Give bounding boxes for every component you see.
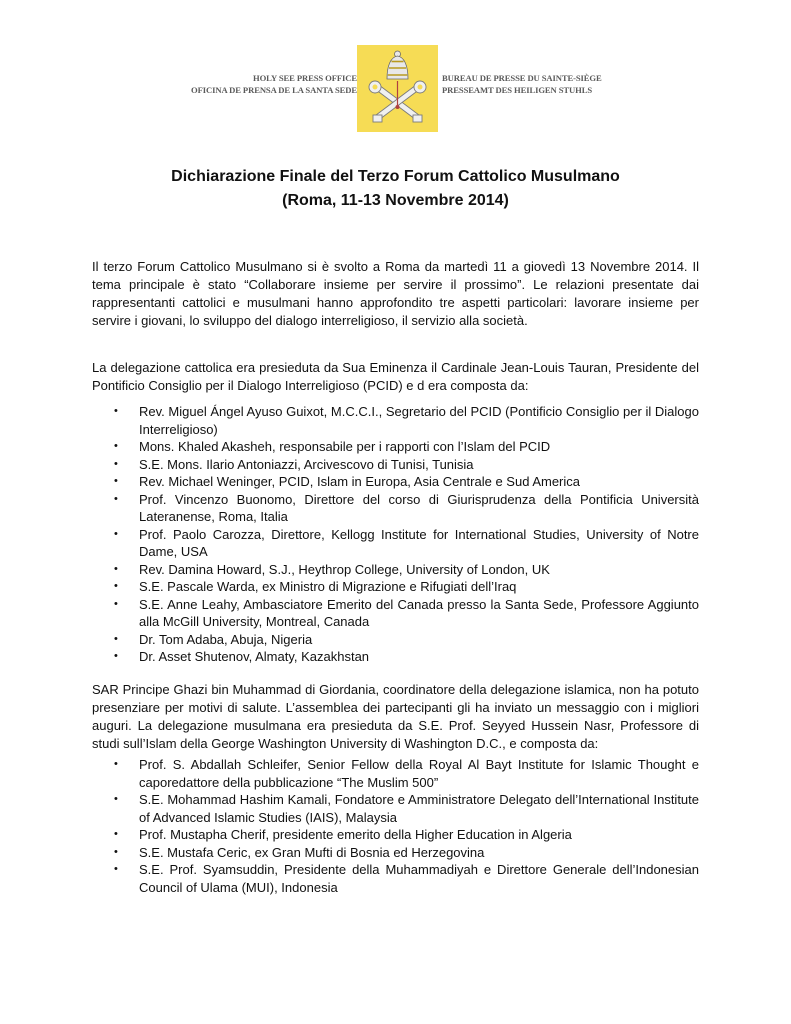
catholic-delegation-paragraph: La delegazione cattolica era presieduta da Sua Eminenza il Cardinale Jean-Louis Tauran, Presidente del Pontificio Consiglio per il Dialogo Interreligioso (PCID) e d era composta da: <box>92 360 699 393</box>
member-text: S.E. Prof. Syamsuddin, Presidente della Muhammadiyah e Direttore Generale dell’Indonesian Council of Ulama (MUI), Indonesia <box>139 862 699 895</box>
bullet-icon: • <box>114 527 118 540</box>
member-text: S.E. Mohammad Hashim Kamali, Fondatore e Amministratore Delegato dell’International Institute of Advanced Islamic Studies (IAIS), Malaysia <box>139 792 699 825</box>
bullet-icon: • <box>114 845 118 858</box>
list-item <box>92 561 699 579</box>
list-item <box>92 844 699 862</box>
list-item <box>92 861 699 896</box>
bullet-icon: • <box>114 597 118 610</box>
intro-paragraph: Il terzo Forum Cattolico Musulmano si è svolto a Roma da martedì 11 a giovedì 13 Novembre 2014. Il tema principale è stato “Collaborare insieme per servire il prossimo”. Le relazioni presentate dai rappresentanti cattolici e musulmani hanno approfondito tre aspetti particolari: lavorare insieme per servire i giovani, lo sviluppo del dialogo interreligioso, il servizio alla società. <box>92 259 699 328</box>
member-text: Prof. Paolo Carozza, Direttore, Kellogg Institute for International Studies, University of Notre Dame, USA <box>139 526 699 559</box>
member-text: Mons. Khaled Akasheh, responsabile per i rapporti con l’Islam del PCID <box>139 439 551 454</box>
muslim-members-list <box>92 756 699 896</box>
list-item <box>92 756 699 791</box>
bullet-icon: • <box>114 562 118 575</box>
letterhead-left-line1: HOLY SEE PRESS OFFICE <box>253 73 357 83</box>
bullet-icon: • <box>114 580 118 592</box>
letterhead <box>0 40 791 132</box>
bullet-icon: • <box>114 475 118 487</box>
list-item <box>92 473 699 491</box>
member-text: S.E. Anne Leahy, Ambasciatore Emerito del Canada presso la Santa Sede, Professore Aggiunto alla McGill University, Montreal, Canada <box>139 596 699 629</box>
bullet-icon: • <box>114 492 118 505</box>
bullet-icon: • <box>114 828 118 840</box>
member-text: Rev. Damina Howard, S.J., Heythrop College, University of London, UK <box>139 561 550 577</box>
bullet-icon: • <box>114 440 118 452</box>
letterhead-right <box>442 72 602 96</box>
document-subtitle: (Roma, 11-13 Novembre 2014) <box>282 192 509 209</box>
list-item <box>92 826 699 844</box>
member-text: Dr. Asset Shutenov, Almaty, Kazakhstan <box>139 649 370 664</box>
catholic-members-list <box>92 403 699 666</box>
member-text: Rev. Miguel Ángel Ayuso Guixot, M.C.C.I., Segretario del PCID (Pontificio Consiglio per il Dialogo Interreligioso) <box>139 404 699 437</box>
papal-emblem-icon <box>357 45 438 132</box>
list-item <box>92 491 699 526</box>
list-item <box>92 791 699 826</box>
list-item <box>92 578 699 596</box>
member-text: S.E. Pascale Warda, ex Ministro di Migrazione e Rifugiati dell’Iraq <box>139 579 517 594</box>
bullet-icon: • <box>114 457 118 470</box>
list-item <box>92 596 699 631</box>
list-item <box>92 438 699 456</box>
islamic-delegation-paragraph: SAR Principe Ghazi bin Muhammad di Giordania, coordinatore della delegazione islamica, non ha potuto presenziare per motivi di salute. L’assemblea dei partecipanti gli ha inviato un messaggio con i migliori auguri. La delegazione musulmana era presieduta da S.E. Prof. Seyyed Hussein Nasr, Professore di studi sull’Islam della George Washington University di Washington D.C., e composta da: <box>92 682 699 751</box>
member-text: Prof. S. Abdallah Schleifer, Senior Fellow della Royal Al Bayt Institute for Islamic Thought e caporedattore della pubblicazione “The Muslim 500” <box>139 757 699 790</box>
letterhead-left <box>191 72 357 96</box>
list-item <box>92 526 699 561</box>
bullet-icon: • <box>114 863 118 875</box>
list-item <box>92 648 699 666</box>
member-text: Dr. Tom Adaba, Abuja, Nigeria <box>139 631 313 647</box>
list-item <box>92 456 699 474</box>
bullet-icon: • <box>114 632 118 645</box>
list-item <box>92 631 699 649</box>
document-title: Dichiarazione Finale del Terzo Forum Cattolico Musulmano <box>171 168 620 185</box>
member-text: Prof. Vincenzo Buonomo, Direttore del corso di Giurisprudenza della Pontificia Università Lateranense, Roma, Italia <box>139 491 699 524</box>
letterhead-left-line2: OFICINA DE PRENSA DE LA SANTA SEDE <box>191 85 357 95</box>
letterhead-right-line1: BUREAU DE PRESSE DU SAINTE-SIÈGE <box>442 73 602 83</box>
bullet-icon: • <box>114 650 118 662</box>
list-item <box>92 403 699 438</box>
letterhead-right-line2: PRESSEAMT DES HEILIGEN STUHLS <box>442 85 593 95</box>
bullet-icon: • <box>114 793 118 805</box>
bullet-icon: • <box>114 405 118 417</box>
bullet-icon: • <box>114 758 118 770</box>
member-text: S.E. Mons. Ilario Antoniazzi, Arcivescovo di Tunisi, Tunisia <box>139 456 474 472</box>
member-text: Rev. Michael Weninger, PCID, Islam in Europa, Asia Centrale e Sud America <box>139 474 580 489</box>
member-text: Prof. Mustapha Cherif, presidente emerito della Higher Education in Algeria <box>139 827 572 842</box>
member-text: S.E. Mustafa Ceric, ex Gran Mufti di Bosnia ed Herzegovina <box>139 844 485 860</box>
